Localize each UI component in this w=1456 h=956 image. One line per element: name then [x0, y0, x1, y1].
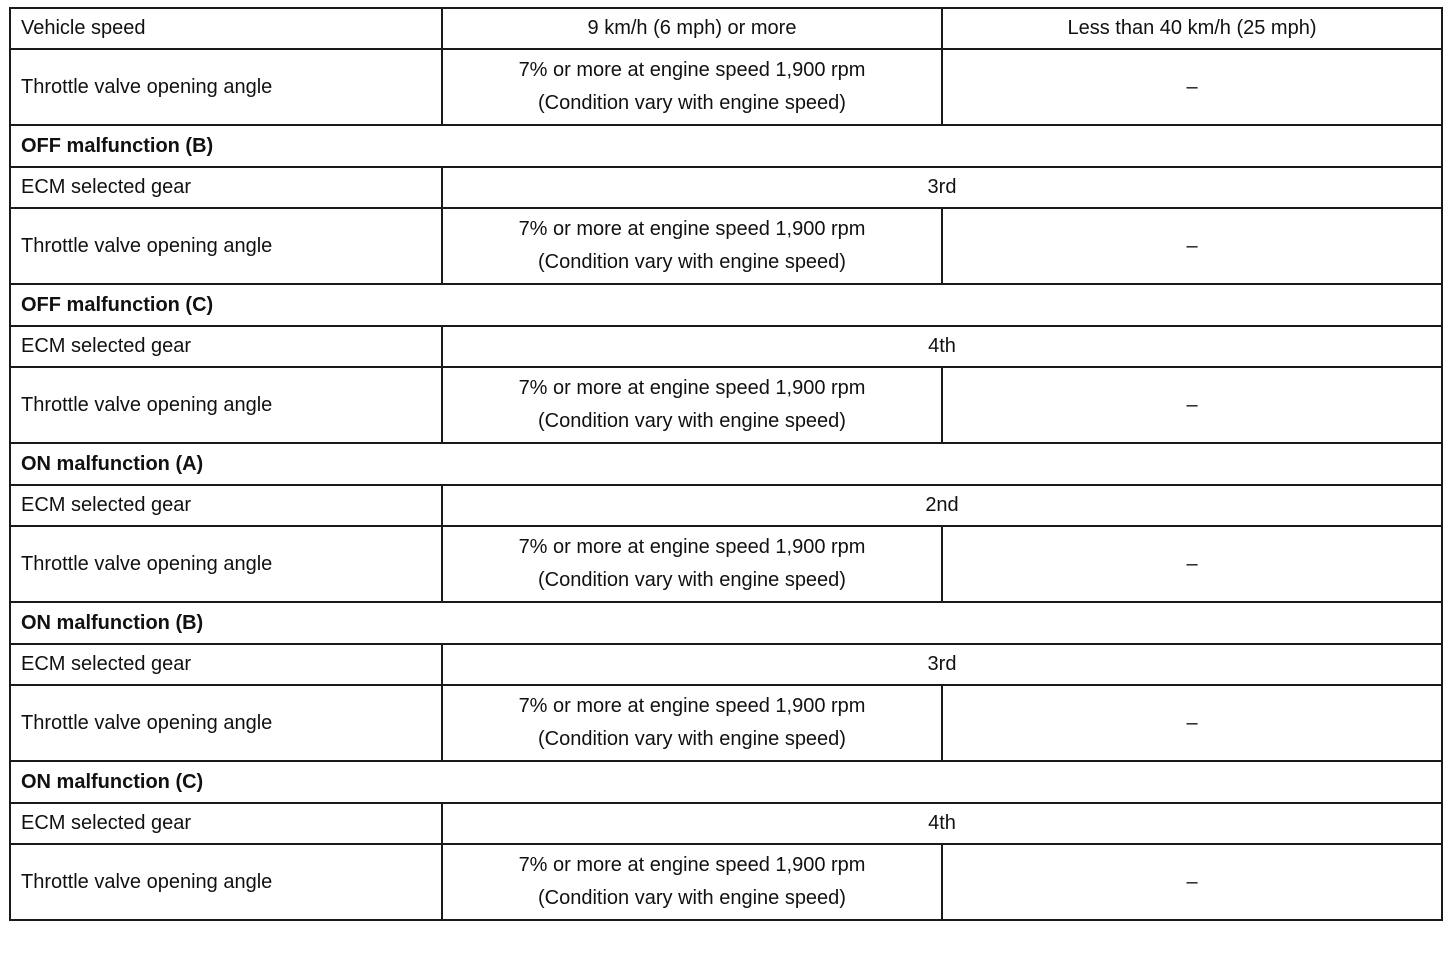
throttle-row: [10, 526, 1442, 602]
gear-row: [10, 644, 1442, 685]
gear-label: ECM selected gear: [10, 326, 442, 367]
throttle-col3: –: [942, 844, 1442, 920]
section-title: ON malfunction (B): [10, 602, 1442, 644]
section-title-row: [10, 443, 1442, 485]
throttle-label: Throttle valve opening angle: [10, 844, 442, 920]
gear-label: ECM selected gear: [10, 803, 442, 844]
gear-row: [10, 167, 1442, 208]
throttle-condition-line1: 7% or more at engine speed 1,900 rpm: [518, 536, 866, 558]
gear-row: [10, 326, 1442, 367]
section-title-row: [10, 602, 1442, 644]
throttle-col3: –: [942, 49, 1442, 125]
throttle-condition-line1: 7% or more at engine speed 1,900 rpm: [518, 59, 866, 81]
gear-label: ECM selected gear: [10, 644, 442, 685]
throttle-condition: [442, 208, 942, 284]
throttle-condition: [442, 49, 942, 125]
throttle-label: Throttle valve opening angle: [10, 685, 442, 761]
throttle-condition-line2: (Condition vary with engine speed): [538, 569, 846, 591]
throttle-label: Throttle valve opening angle: [10, 208, 442, 284]
throttle-row: [10, 844, 1442, 920]
vehicle-speed-max: Less than 40 km/h (25 mph): [942, 8, 1442, 49]
throttle-label: Throttle valve opening angle: [10, 367, 442, 443]
gear-value: 3rd: [442, 644, 1442, 685]
vehicle-speed-min: 9 km/h (6 mph) or more: [442, 8, 942, 49]
gear-label: ECM selected gear: [10, 167, 442, 208]
throttle-label: Throttle valve opening angle: [10, 526, 442, 602]
vehicle-speed-label: Vehicle speed: [10, 8, 442, 49]
throttle-col3: –: [942, 526, 1442, 602]
throttle-condition-line1: 7% or more at engine speed 1,900 rpm: [518, 218, 866, 240]
throttle-col3: –: [942, 208, 1442, 284]
throttle-condition: [442, 685, 942, 761]
section-title-row: [10, 284, 1442, 326]
gear-row: [10, 803, 1442, 844]
condition-table: [9, 7, 1443, 921]
gear-label: ECM selected gear: [10, 485, 442, 526]
throttle-condition-line2: (Condition vary with engine speed): [538, 728, 846, 750]
section-title-row: [10, 125, 1442, 167]
throttle-condition-line2: (Condition vary with engine speed): [538, 92, 846, 114]
throttle-condition-line1: 7% or more at engine speed 1,900 rpm: [518, 695, 866, 717]
throttle-col3: –: [942, 367, 1442, 443]
gear-value: 3rd: [442, 167, 1442, 208]
gear-value: 4th: [442, 326, 1442, 367]
throttle-condition-line1: 7% or more at engine speed 1,900 rpm: [518, 854, 866, 876]
throttle-condition-line2: (Condition vary with engine speed): [538, 887, 846, 909]
gear-row: [10, 485, 1442, 526]
section-title: OFF malfunction (C): [10, 284, 1442, 326]
vehicle-speed-row: [10, 8, 1442, 49]
throttle-condition: [442, 844, 942, 920]
throttle-condition-line2: (Condition vary with engine speed): [538, 410, 846, 432]
gear-value: 2nd: [442, 485, 1442, 526]
throttle-row: [10, 208, 1442, 284]
throttle-condition: [442, 367, 942, 443]
throttle-col3: –: [942, 685, 1442, 761]
throttle-row: [10, 685, 1442, 761]
section-title: ON malfunction (C): [10, 761, 1442, 803]
throttle-label: Throttle valve opening angle: [10, 49, 442, 125]
section-title: ON malfunction (A): [10, 443, 1442, 485]
throttle-condition-line2: (Condition vary with engine speed): [538, 251, 846, 273]
throttle-row: [10, 49, 1442, 125]
throttle-row: [10, 367, 1442, 443]
throttle-condition-line1: 7% or more at engine speed 1,900 rpm: [518, 377, 866, 399]
gear-value: 4th: [442, 803, 1442, 844]
section-title-row: [10, 761, 1442, 803]
throttle-condition: [442, 526, 942, 602]
section-title: OFF malfunction (B): [10, 125, 1442, 167]
